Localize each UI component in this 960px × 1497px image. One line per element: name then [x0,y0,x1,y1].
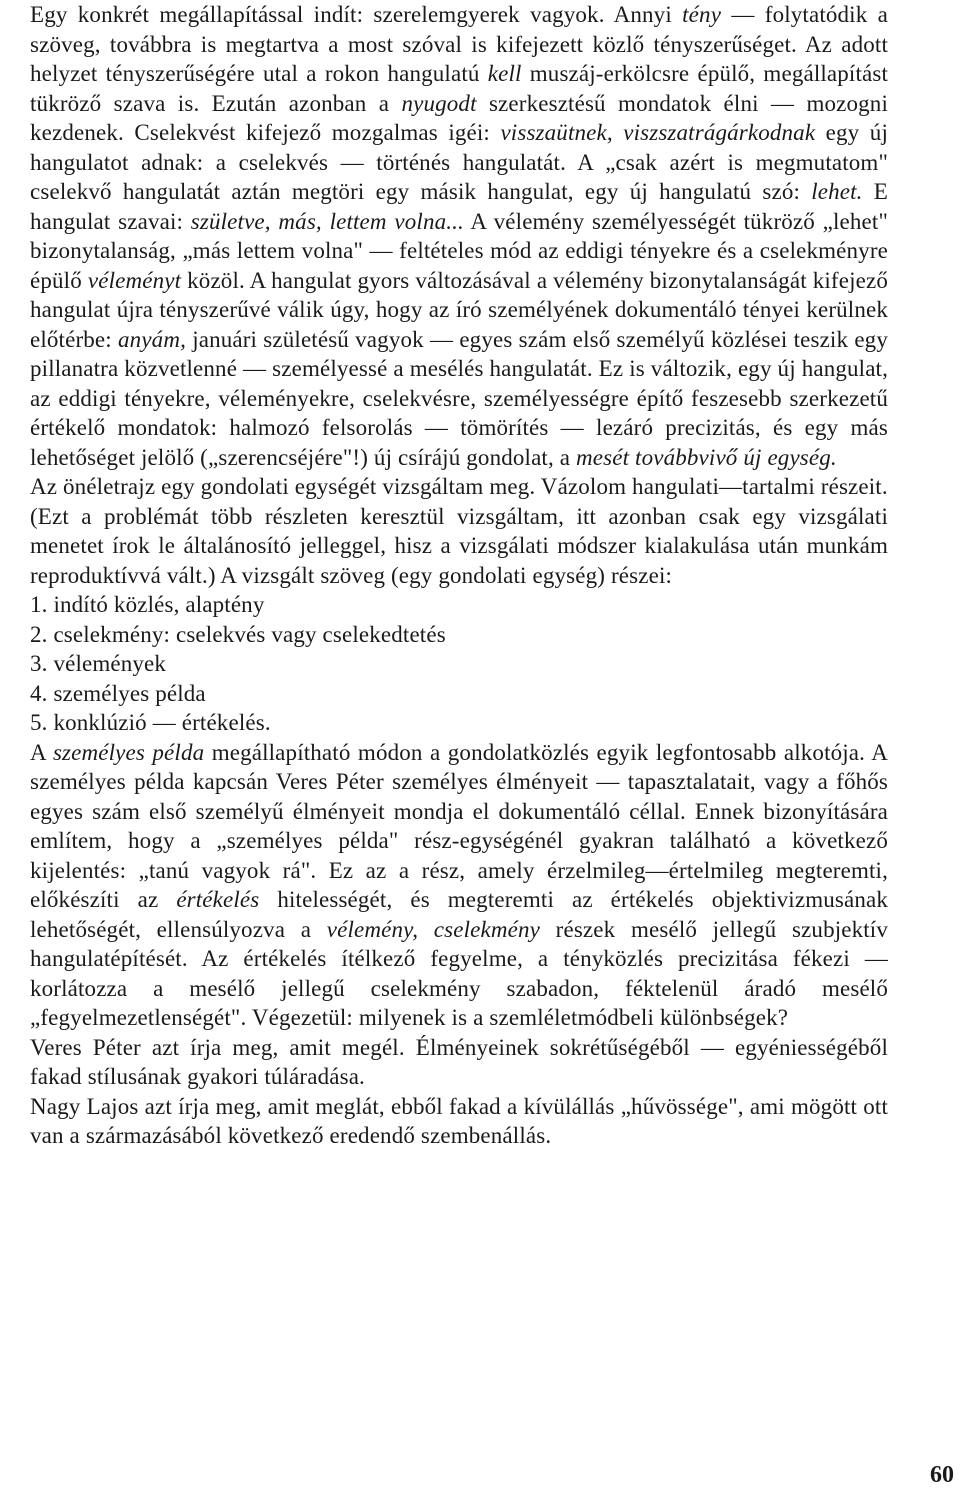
paragraph-analysis [30,0,888,472]
page-number: 60 [930,1462,954,1488]
text-run: közöl. A hangulat gyors változásával a vélemény bizonytalanságát kifejező hangulat újra tényszerűvé válik úgy, hogy az író személyének dokumentáló tényei kerülnek előtérbe: [30,267,889,352]
text-run: — folytatódik a szöveg, továbbra is megtartva a most szóval is kifejezett közlő tényszerűséget. Az adott helyzet tényszerűségére utal a rokon hangulatú [30,2,888,86]
text-run: Egy konkrét megállapítással indít: szerelemgyerek vagyok. Annyi [30,2,683,27]
text-run: A vélemény személyességét tükröző „lehet" bizonytalanság, „más lettem volna" — feltételes mód az eddigi tényekre és a cselekményre épülő [30,208,888,293]
text-run: Az önéletrajz egy gondolati egységét vizsgáltam meg. Vázolom hangulati—tartalmi részeit. [30,474,888,499]
list-item: 4. személyes példa [30,680,206,706]
paragraph-personal-example [30,738,888,1033]
italic-phrase: értékelés [176,887,260,912]
body-text [30,0,888,1151]
italic-phrase: nyugodt [401,90,477,116]
italic-phrase: születve, más, lettem volna... [190,208,464,234]
italic-phrase: visszaütnek, viszszatrágárkodnak [500,120,816,145]
text-run: részek mesélő jellegű szubjektív hangulatépítését. Az értékelés ítélkező fegyelme, a tényközlés precizitása fékezi — korlátozza a mesélő jellegű cselekmény szabadon, féktelenül áradó mesélő „fegyelmezetlenségét". Végezetül: milyenek is a szemléletmódbeli különbségek? [30,916,888,1030]
italic-phrase: véleményt [87,267,182,293]
text-run: szerkesztésű mondatok élni — mozogni kezdenek. Cselekvést kifejező mozgalmas igéi: [30,90,888,145]
italic-phrase: mesét továbbvivő új egység. [576,444,837,470]
parts-list [30,590,888,738]
text-run: megállapítható módon a gondolatközlés egyik legfontosabb alkotója. A személyes példa kapcsán Veres Péter személyes élményeit — tapasztalatait, vagy a főhős egyes szám első személyű élményeit mondja el dokumentáló céllal. Ennek bizonyítására említem, hogy a „személyes példa" rész-egységénél gyakran található a következő kijelentés: „tanú vagyok rá". Ez az a rész, amely érzelmileg—értelmileg megteremti, előkészíti az [30,739,888,912]
list-item: 2. cselekmény: cselekvés vagy cselekedtetés [30,621,446,647]
italic-phrase: tény [682,2,722,27]
paragraph-summary [30,472,888,502]
text-run: (Ezt a problémát több részleten keresztül vizsgáltam, itt azonban csak egy vizsgálati menetet írok le általánosító jelleggel, hisz a vizsgálati módszer kialakulása után munkám reproduktívvá vált.) A vizsgált szöveg (egy gondolati egység) részei: [30,503,888,588]
text-run: hitelességét, és megteremti az értékelés objektivizmusának lehetőségét, ellensúlyozva a [30,887,889,942]
italic-phrase: vélemény, cselekmény [326,916,540,942]
paragraph-nagy-lajos [30,1092,888,1151]
text-run: A [30,739,53,765]
text-run: Nagy Lajos azt írja meg, amit meglát, ebből fakad a kívülállás „hűvössége", ami mögött ott van a származásából következő eredendő szembenállás. [30,1093,888,1148]
text-run: muszáj-erkölcsre épülő, megállapítást tükröző szava is. Ezután azonban a [30,61,888,116]
italic-phrase: személyes példa [52,739,205,765]
text-run: egy új hangulatot adnak: a cselekvés — történés hangulatát. A „csak azért is megmutatom" cselekvő hangulatát aztán megtöri egy másik hangulat, egy új hangulatú szó: [30,120,889,204]
paragraph-method [30,502,888,591]
paragraph-veres-peter [30,1033,888,1092]
italic-phrase: lehet. [811,179,863,204]
text-run: E hangulat szavai: [30,179,888,234]
italic-phrase: anyám, [118,326,186,352]
list-item: 5. konklúzió — értékelés. [30,710,271,735]
list-item: 3. vélemények [30,651,167,676]
text-run: Veres Péter azt írja meg, amit megél. Élményeinek sokrétűségéből — egyéniességéből fakad stílusának gyakori túláradása. [30,1034,888,1089]
list-item: 1. indító közlés, alaptény [30,592,265,617]
italic-phrase: kell [487,61,522,86]
text-run: januári születésű vagyok — egyes szám első személyű közlései teszik egy pillanatra közvetlenné — személyessé a mesélés hangulatát. Ez is változik, egy új hangulat, az eddigi tényekre, véleményekre, cselekvésre, személyességre építő feszesebb szerkezetű értékelő mondatok: halmozó felsorolás — tömörítés — lezáró precizitás, és egy más lehetőséget jelölő („szerencséjére"!) új csírájú gondolat, a [30,326,888,470]
